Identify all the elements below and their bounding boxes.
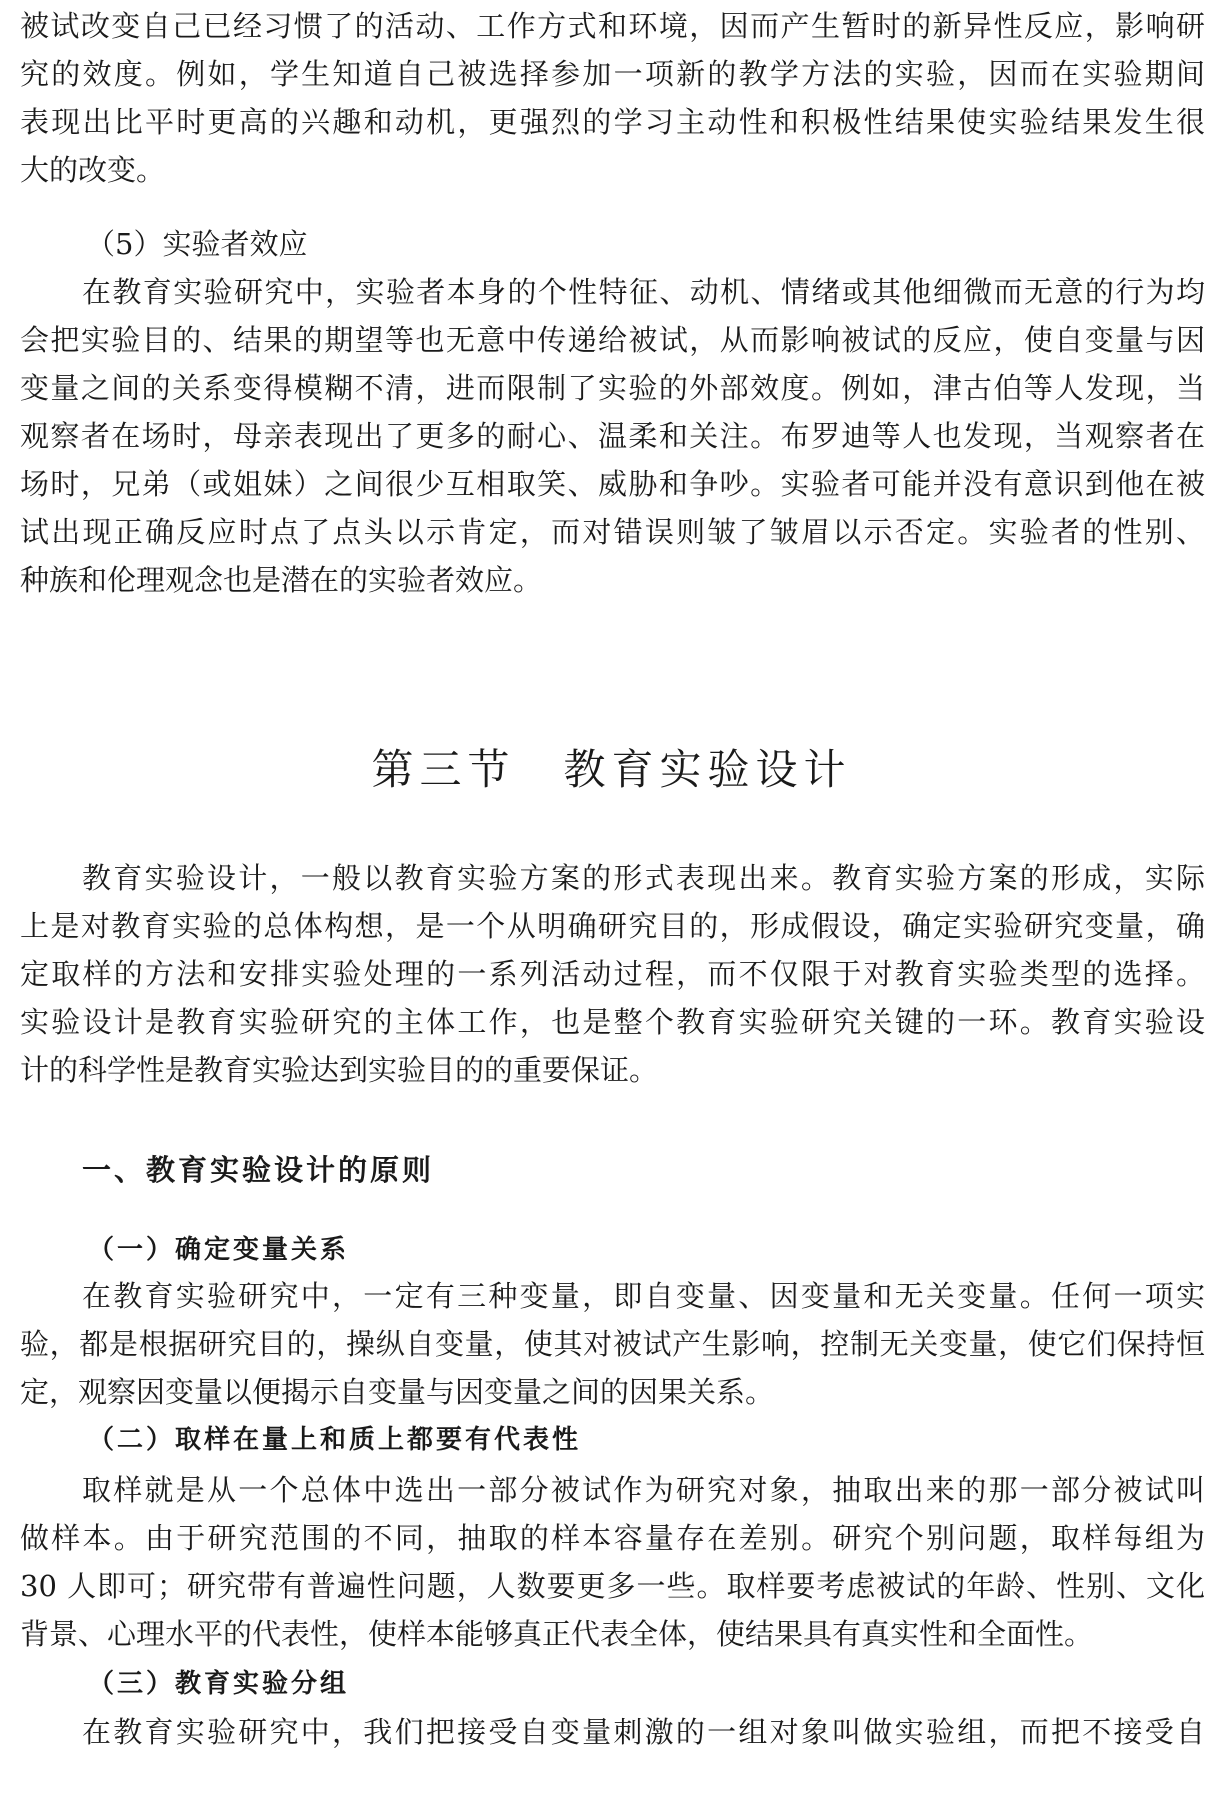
text-line: 表现出比平时更高的兴趣和动机，更强烈的学习主动性和积极性结果使实验结果发生很 — [20, 105, 1205, 139]
text-line: 在教育实验研究中，一定有三种变量，即自变量、因变量和无关变量。任何一项实 — [82, 1279, 1205, 1313]
text-line: 计的科学性是教育实验达到实验目的的重要保证。 — [20, 1053, 659, 1087]
text-line: 会把实验目的、结果的期望等也无意中传递给被试，从而影响被试的反应，使自变量与因 — [20, 323, 1205, 357]
text-line: 种族和伦理观念也是潜在的实验者效应。 — [20, 563, 543, 597]
text-line: 做样本。由于研究范围的不同，抽取的样本容量存在差别。研究个别问题，取样每组为 — [20, 1521, 1205, 1555]
text-line: 究的效度。例如，学生知道自己被选择参加一项新的教学方法的实验，因而在实验期间 — [20, 57, 1205, 91]
text-line: 在教育实验研究中，实验者本身的个性特征、动机、情绪或其他细微而无意的行为均 — [82, 275, 1205, 309]
text-line: 在教育实验研究中，我们把接受自变量刺激的一组对象叫做实验组，而把不接受自 — [82, 1715, 1205, 1749]
text-line: 验，都是根据研究目的，操纵自变量，使其对被试产生影响，控制无关变量，使它们保持恒 — [20, 1327, 1205, 1361]
text-line: 背景、心理水平的代表性，使样本能够真正代表全体，使结果具有真实性和全面性。 — [20, 1617, 1094, 1651]
subheading-grouping: （三）教育实验分组 — [88, 1669, 350, 1699]
text-line: 实验设计是教育实验研究的主体工作，也是整个教育实验研究关键的一环。教育实验设 — [20, 1005, 1205, 1039]
text-line: 30 人即可；研究带有普遍性问题，人数要更多一些。取样要考虑被试的年龄、性别、文化 — [20, 1569, 1205, 1603]
text-line: 被试改变自己已经习惯了的活动、工作方式和环境，因而产生暂时的新异性反应，影响研 — [20, 9, 1205, 43]
principles-heading: 一、教育实验设计的原则 — [82, 1153, 435, 1187]
text-line: 场时，兄弟（或姐妹）之间很少互相取笑、威胁和争吵。实验者可能并没有意识到他在被 — [20, 467, 1205, 501]
section-title — [0, 742, 1223, 798]
text-line: 定取样的方法和安排实验处理的一系列活动过程，而不仅限于对教育实验类型的选择。 — [20, 957, 1205, 991]
text-line: 教育实验设计，一般以教育实验方案的形式表现出来。教育实验方案的形成，实际 — [82, 861, 1205, 895]
section-number: 第三节 — [371, 745, 516, 794]
text-line: 观察者在场时，母亲表现出了更多的耐心、温柔和关注。布罗迪等人也发现，当观察者在 — [20, 419, 1205, 453]
text-line: 上是对教育实验的总体构想，是一个从明确研究目的，形成假设，确定实验研究变量，确 — [20, 909, 1205, 943]
text-line: 取样就是从一个总体中选出一部分被试作为研究对象，抽取出来的那一部分被试叫 — [82, 1473, 1205, 1507]
text-line: 试出现正确反应时点了点头以示肯定，而对错误则皱了皱眉以示否定。实验者的性别、 — [20, 515, 1205, 549]
section-title-text: 教育实验设计 — [563, 745, 852, 794]
item-heading: （5）实验者效应 — [86, 227, 308, 261]
text-line: 定，观察因变量以便揭示自变量与因变量之间的因果关系。 — [20, 1375, 775, 1409]
subheading-variables: （一）确定变量关系 — [88, 1235, 350, 1265]
text-line: 大的改变。 — [20, 153, 166, 187]
text-line: 变量之间的关系变得模糊不清，进而限制了实验的外部效度。例如，津古伯等人发现，当 — [20, 371, 1205, 405]
subheading-sampling: （二）取样在量上和质上都要有代表性 — [88, 1425, 582, 1455]
